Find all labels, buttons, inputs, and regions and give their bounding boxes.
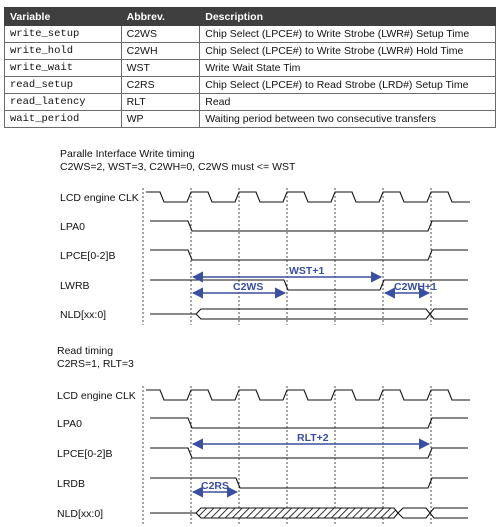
c2rs-label: C2RS — [201, 480, 230, 492]
write-lpa0-wave — [150, 221, 468, 231]
description-cell: Waiting period between two consecutive transfers — [200, 111, 496, 128]
wst-label: WST+1 — [289, 265, 325, 277]
write-signal-label: LWRB — [60, 280, 90, 292]
variable-cell: read_latency — [5, 94, 122, 111]
read-signal-label: NLD[xx:0] — [57, 508, 104, 520]
write-timing-params: C2WS=2, WST=3, C2WH=0, C2WS must <= WST — [60, 161, 296, 173]
write-signal-label: LPCE[0-2]B — [60, 250, 116, 262]
write-timing-title: Paralle Interface Write timing — [60, 148, 195, 160]
variable-cell: write_setup — [5, 26, 122, 43]
description-cell: Write Wait State Tim — [200, 60, 496, 77]
abbrev-cell: C2WS — [121, 26, 200, 43]
read-clk-wave — [146, 390, 470, 400]
abbrev-cell: WP — [121, 111, 200, 128]
rlt-label: RLT+2 — [297, 432, 329, 444]
write-lpce-wave — [150, 250, 468, 260]
abbrev-cell: C2WH — [121, 43, 200, 60]
description-cell: Chip Select (LPCE#) to Read Strobe (LRD#) Setup Time — [200, 77, 496, 94]
write-dashed-guides — [143, 188, 431, 325]
write-signal-label: NLD[xx:0] — [60, 309, 107, 321]
variable-cell: write_hold — [5, 43, 122, 60]
description-cell: Read — [200, 94, 496, 111]
read-lrdb-wave — [150, 478, 468, 488]
description-cell: Chip Select (LPCE#) to Write Strobe (LWR#) Setup Time — [200, 26, 496, 43]
read-timing-title: Read timing — [57, 345, 114, 357]
c2ws-label: C2WS — [233, 281, 264, 293]
variable-cell: write_wait — [5, 60, 122, 77]
abbrev-cell: C2RS — [121, 77, 200, 94]
read-dashed-guides — [143, 386, 431, 524]
variable-cell: read_setup — [5, 77, 122, 94]
read-timing-params: C2RS=1, RLT=3 — [57, 358, 134, 370]
read-signal-label: LRDB — [57, 478, 86, 490]
header-description: Description — [200, 8, 496, 26]
abbrev-cell: WST — [121, 60, 200, 77]
abbrev-cell: RLT — [121, 94, 200, 111]
write-clk-wave — [146, 192, 470, 202]
read-lpa0-wave — [150, 418, 468, 428]
variable-cell: wait_period — [5, 111, 122, 128]
write-signal-label: LPA0 — [60, 221, 85, 233]
header-abbrev: Abbrev. — [121, 8, 200, 26]
header-variable: Variable — [5, 8, 122, 26]
write-nld-bus — [150, 309, 468, 319]
read-lpce-wave — [150, 448, 468, 458]
read-signal-label: LCD engine CLK — [57, 390, 136, 402]
read-signal-label: LPA0 — [57, 418, 82, 430]
description-cell: Chip Select (LPCE#) to Write Strobe (LWR#) Hold Time — [200, 43, 496, 60]
c2wh-label: C2WH+1 — [394, 281, 437, 293]
read-nld-hatched-bus — [196, 508, 398, 518]
read-signal-label: LPCE[0-2]B — [57, 448, 113, 460]
write-signal-label: LCD engine CLK — [60, 192, 139, 204]
